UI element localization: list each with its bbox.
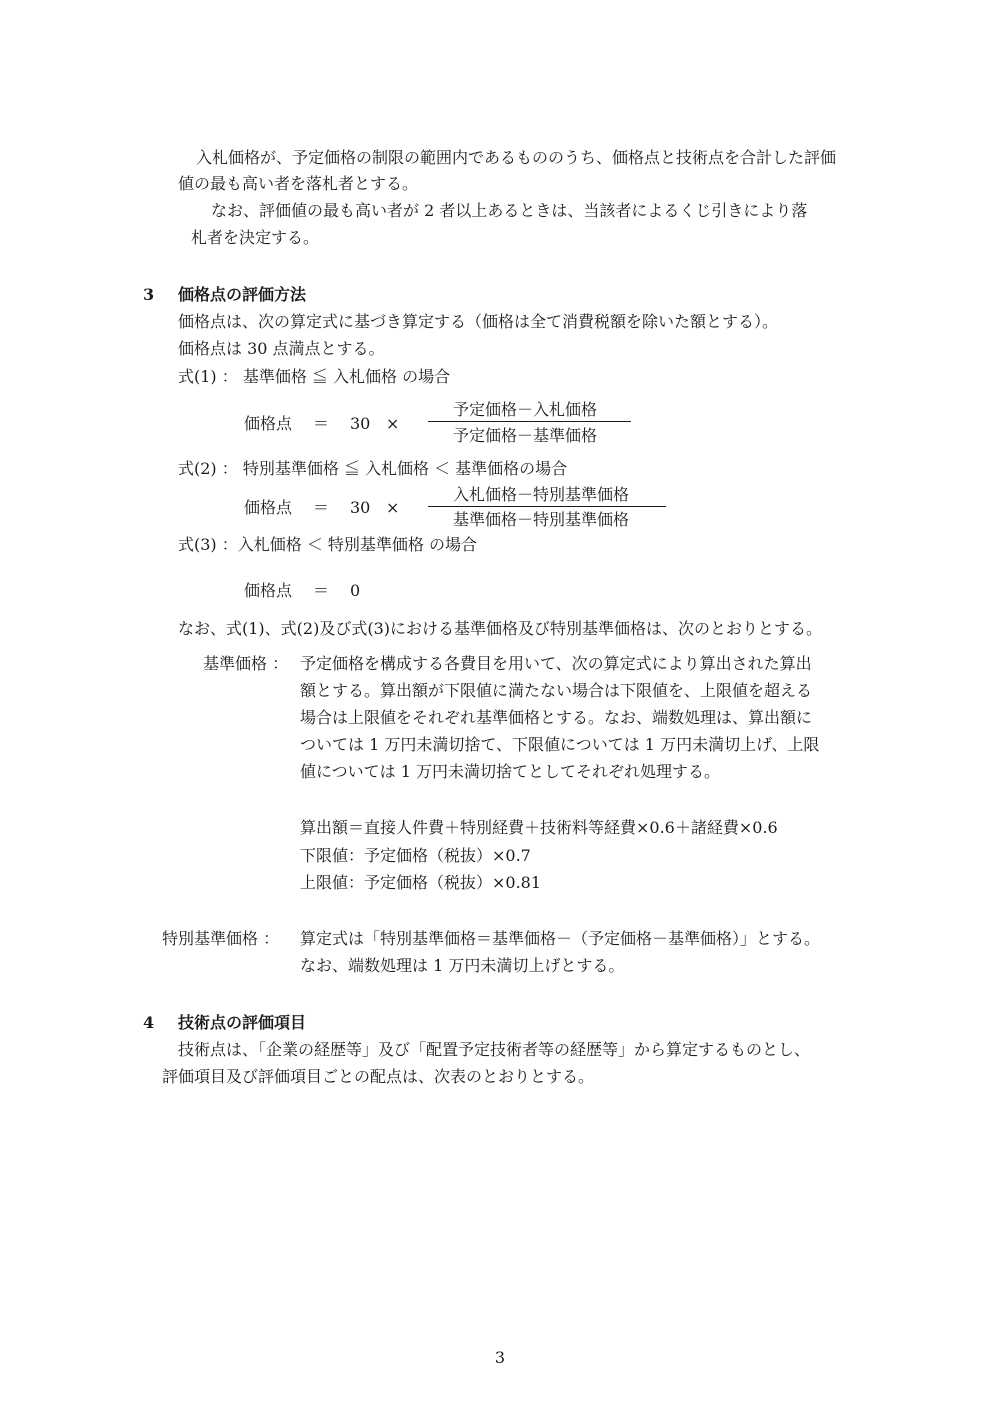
intro-p1-line2: 値の最も高い者を落札者とする。 [178, 174, 419, 193]
tokubetsu-term: 特別基準価格 ： [162, 929, 280, 948]
section3-line1: 価格点は、次の算定式に基づき算定する（価格は全て消費税額を除いた額とする）。 [178, 312, 779, 331]
section4-line2: 評価項目及び評価項目ごとの配点は、次表のとおりとする。 [162, 1067, 595, 1086]
formula1-condition: 式(1) ： 基準価格 ≦ 入札価格 の場合 [178, 367, 451, 386]
kijun-line: 予定価格を構成する各費目を用いて、次の算定式により算出された算出 [300, 654, 812, 673]
formula2-times: × [386, 498, 400, 517]
section4-title: 技術点の評価項目 [178, 1013, 307, 1032]
section3-line2: 価格点は 30 点満点とする。 [178, 339, 385, 358]
formula2-coef: 30 [350, 498, 371, 517]
formula1-numerator: 予定価格－入札価格 [453, 400, 598, 419]
formula2-numerator: 入札価格－特別基準価格 [453, 485, 630, 504]
formula2-condition: 式(2) ： 特別基準価格 ≦ 入札価格 ＜ 基準価格の場合 [178, 459, 568, 478]
section3-number: 3 [143, 285, 155, 304]
formula1-denominator: 予定価格－基準価格 [453, 426, 598, 445]
intro-p1-line1: 入札価格が、予定価格の制限の範囲内であるもののうち、価格点と技術点を合計した評価 [196, 148, 837, 167]
intro-p2-line2: 札者を決定する。 [191, 228, 320, 247]
intro-p2-line1: なお、評価値の最も高い者が 2 者以上あるときは、当該者によるくじ引きにより落 [211, 201, 808, 220]
page-number: 3 [494, 1348, 506, 1367]
formula1-lhs: 価格点 [244, 414, 293, 433]
formula2-denominator: 基準価格－特別基準価格 [453, 510, 630, 529]
formula1-coef: 30 [350, 414, 371, 433]
kijun-upper: 上限値：予定価格（税抜）×0.81 [300, 873, 542, 892]
formula1-times: × [386, 414, 400, 433]
kijun-line: ついては 1 万円未満切捨て、下限値については 1 万円未満切上げ、上限 [300, 735, 820, 754]
section3-note: なお、式(1)、式(2)及び式(3)における基準価格及び特別基準価格は、次のとおりとする。 [178, 619, 822, 638]
tokubetsu-line1: 算定式は「特別基準価格＝基準価格－（予定価格－基準価格）」とする。 [300, 929, 821, 948]
section3-title: 価格点の評価方法 [178, 285, 307, 304]
kijun-line: 額とする。算出額が下限値に満たない場合は下限値を、上限値を超える [300, 681, 813, 700]
formula1-eq: ＝ [313, 414, 330, 433]
formula2-eq: ＝ [313, 498, 330, 517]
section4-line1: 技術点は、「企業の経歴等」及び「配置予定技術者等の経歴等」から算定するものとし、 [178, 1040, 811, 1059]
kijun-line: 値については 1 万円未満切捨てとしてそれぞれ処理する。 [300, 762, 721, 781]
formula1-fraction-bar [428, 421, 631, 422]
section4-number: 4 [143, 1013, 155, 1032]
formula2-lhs: 価格点 [244, 498, 293, 517]
formula3-lhs: 価格点 [244, 581, 293, 600]
kijun-lower: 下限値：予定価格（税抜）×0.7 [300, 846, 531, 865]
tokubetsu-line2: なお、端数処理は 1 万円未満切上げとする。 [300, 956, 625, 975]
formula2-fraction-bar [428, 506, 666, 507]
formula3-condition: 式(3) ：入札価格 ＜ 特別基準価格 の場合 [178, 535, 478, 554]
kijun-line: 場合は上限値をそれぞれ基準価格とする。なお、端数処理は、算出額に [300, 708, 813, 727]
formula3-eq: ＝ [313, 581, 330, 600]
kijun-calc: 算出額＝直接人件費＋特別経費＋技術料等経費×0.6＋諸経費×0.6 [300, 818, 778, 837]
formula3-value: 0 [350, 581, 361, 600]
kijun-term: 基準価格 ： [203, 654, 289, 673]
